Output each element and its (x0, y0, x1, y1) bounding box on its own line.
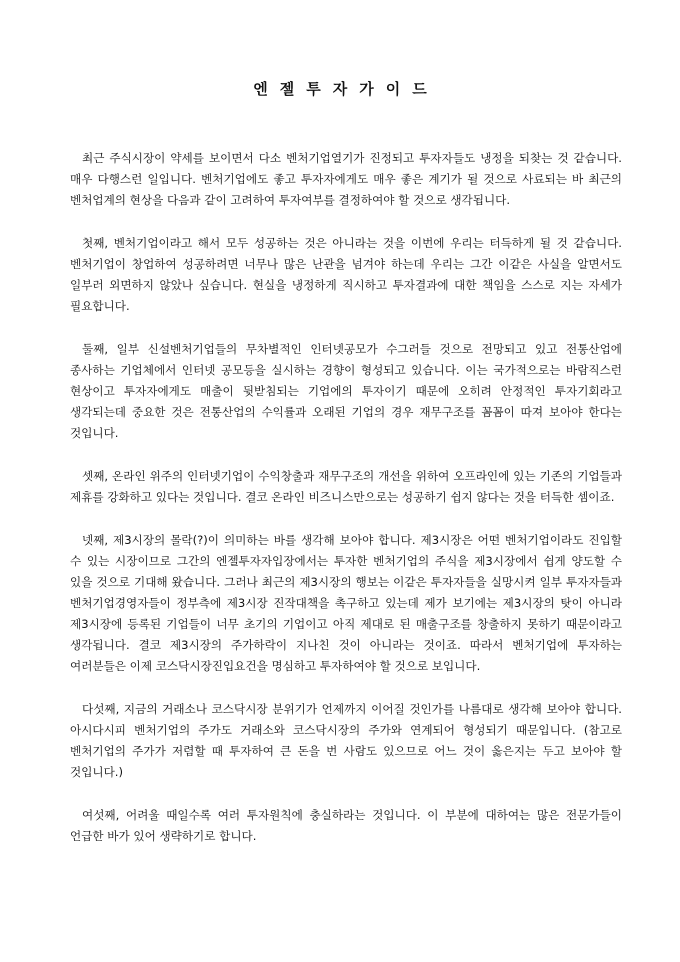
paragraph-first: 첫째, 벤처기업이라고 해서 모두 성공하는 것은 아니라는 것을 이번에 우리는 터득하게 될 것 같습니다. 벤처기업이 창업하여 성공하려면 너무나 많은 난관을 넘겨야 하는데 우리는 그간 이같은 사실을 알면서도 일부러 외면하지 않았나 싶습니다. 현실을 냉정하게 직시하고 투자결과에 대한 책임을 스스로 지는 자세가 필요합니다. (70, 236, 622, 313)
paragraph-sixth: 여섯째, 어려울 때일수록 여러 투자원칙에 충실하라는 것입니다. 이 부분에 대하여는 많은 전문가들이 언급한 바가 있어 생략하기로 합니다. (70, 808, 622, 843)
paragraph-intro: 최근 주식시장이 약세를 보이면서 다소 벤처기업열기가 진정되고 투자자들도 냉정을 되찾는 것 같습니다. 매우 다행스런 일입니다. 벤처기업에도 좋고 투자자에게도 매우 좋은 계기가 될 것으로 사료되는 바 최근의 벤처업계의 현상을 다음과 같이 고려하여 투자여부를 결정하여야 할 것으로 생각됩니다. (70, 151, 622, 207)
paragraph-second: 둘째, 일부 신설벤처기업들의 무차별적인 인터넷공모가 수그러들 것으로 전망되고 있고 전통산업에 종사하는 기업체에서 인터넷 공모등을 실시하는 경향이 형성되고 있습니다. 이는 국가적으로는 바람직스런 현상이고 투자자에게도 매출이 뒷받침되는 기업에의 투자이기 때문에 오히려 안정적인 투자기회라고 생각되는데 중요한 것은 전통산업의 수익률과 오래된 기업의 경우 재무구조를 꼼꼼이 따져 보아야 한다는 것입니다. (70, 342, 622, 440)
paragraph-third: 셋째, 온라인 위주의 인터넷기업이 수익창출과 재무구조의 개선을 위하여 오프라인에 있는 기존의 기업들과 제휴를 강화하고 있다는 것입니다. 결코 온라인 비즈니스만으로는 성공하기 쉽지 않다는 것을 터득한 셈이죠. (70, 469, 622, 504)
paragraph-fourth: 넷째, 제3시장의 몰락(?)이 의미하는 바를 생각해 보아야 합니다. 제3시장은 어떤 벤처기업이라도 진입할 수 있는 시장이므로 그간의 엔젤투자자입장에서는 투자한 벤처기업의 주식을 제3시장에서 쉽게 양도할 수 있을 것으로 기대해 왔습니다. 그러나 최근의 제3시장의 행보는 이같은 투자자들을 실망시켜 일부 투자자들과 벤처기업경영자들이 정부측에 제3시장 진작대책을 촉구하고 있는데 제가 보기에는 제3시장의 탓이 아니라 제3시장에 등록된 기업들이 너무 초기의 기업이고 아직 제대로 된 매출구조를 창출하지 못하기 때문이라고 생각됩니다. 결코 제3시장의 주가하락이 지나친 것이 아니라는 것이죠. 따라서 벤처기업에 투자하는 여러분들은 이제 코스닥시장진입요건을 명심하고 투자하여야 할 것으로 보입니다. (70, 533, 622, 673)
document-title: 엔젤투자가이드 (253, 80, 439, 98)
document-body (70, 148, 622, 869)
paragraph-fifth: 다섯째, 지금의 거래소나 코스닥시장 분위기가 언제까지 이어질 것인가를 나름대로 생각해 보아야 합니다. 아시다시피 벤처기업의 주가도 거래소와 코스닥시장의 주가와 연계되어 형성되기 때문입니다. (참고로 벤처기업의 주가가 저렴할 때 투자하여 큰 돈을 번 사람도 있으므로 어느 것이 옳은지는 두고 보아야 할 것입니다.) (70, 702, 622, 779)
